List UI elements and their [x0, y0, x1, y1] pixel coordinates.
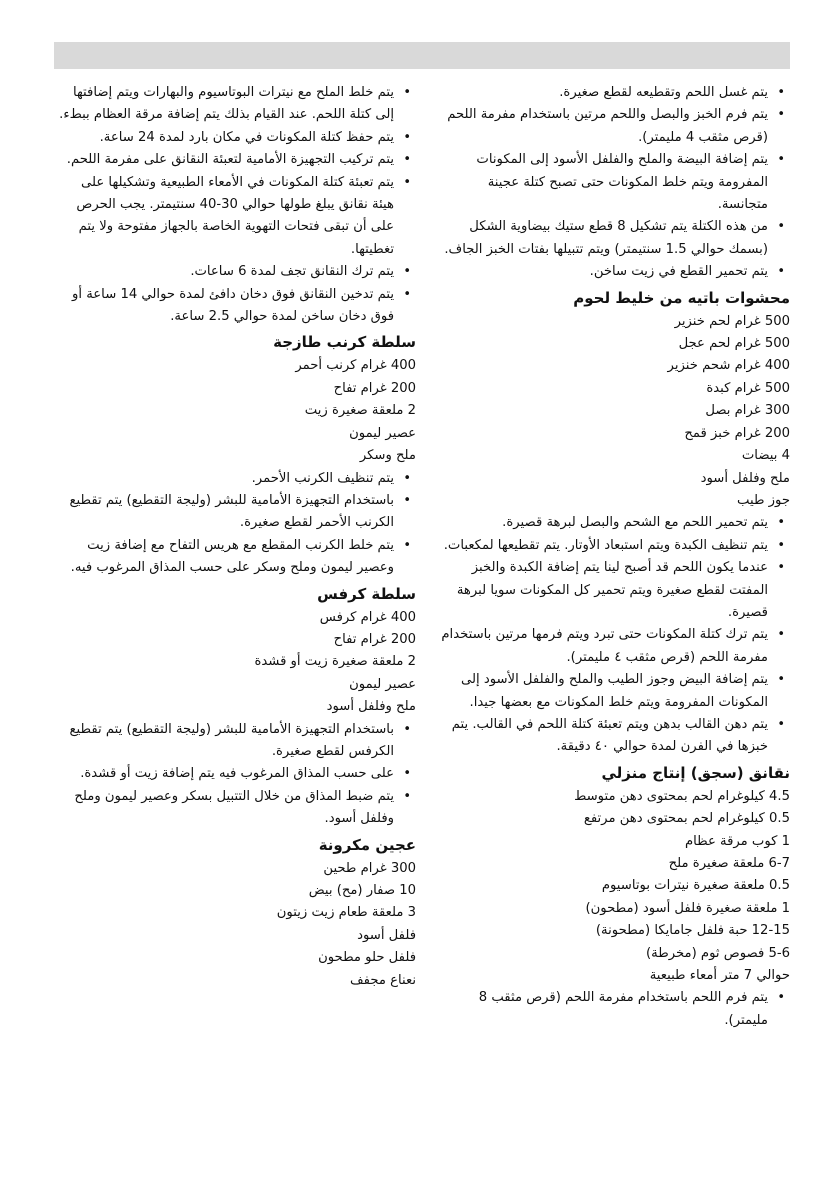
header-bar — [54, 42, 790, 69]
ingredient-line: 2 ملعقة صغيرة زيت — [304, 403, 416, 419]
list-item: • يتم إضافة البيضة والملح والفلفل الأسود إلى المكونات المفرومة ويتم خلط المكونات حتى تصبح كتلة عجينة متجانسة. — [440, 149, 790, 216]
list-item: • يتم تدخين النقانق فوق دخان دافئ لمدة حوالي 14 ساعة أو فوق دخان ساخن لمدة حوالي 2.5 ساعة. — [56, 284, 416, 329]
section-title-cabbage: سلطة كرنب طازجة — [273, 333, 416, 352]
celery-steps-list — [56, 719, 416, 831]
sausage-ingredients — [440, 786, 790, 988]
celery-ingredients — [56, 607, 416, 719]
ingredient-line: 200 غرام خبز قمح — [684, 425, 790, 441]
ingredient-line: 200 غرام تفاح — [333, 631, 416, 647]
ingredient-line: 400 غرام كرفس — [319, 609, 416, 625]
ingredient-line: جوز طيب — [737, 492, 790, 508]
sausage-steps-continued-list — [56, 82, 416, 328]
ingredient-line: ملح وفلفل أسود — [700, 470, 790, 486]
ingredient-line: 6-7 ملعقة صغيرة ملح — [668, 856, 790, 871]
list-item: • عندما يكون اللحم قد أصبح لينا يتم إضافة الكبدة والخبز المفتت لقطع صغيرة ويتم تحمير كل المكونات سويا لبرهة قصيرة. — [440, 557, 790, 624]
list-item: • يتم خلط الملح مع نيترات البوتاسيوم والبهارات ويتم إضافتها إلى كتلة اللحم. عند القيام بذلك يتم إضافة مرقة العظام ببطء. — [56, 82, 416, 127]
ingredient-line: ملح وفلفل أسود — [326, 699, 416, 715]
ingredient-line: 3 ملعقة طعام زيت زيتون — [276, 905, 416, 921]
list-item: • يتم دهن القالب بدهن ويتم تعبئة كتلة اللحم في القالب. يتم خبزها في الفرن لمدة حوالي ٤٠ دقيقة. — [440, 714, 790, 759]
list-item: • على حسب المذاق المرغوب فيه يتم إضافة زيت أو قشدة. — [56, 763, 416, 785]
list-item: • يتم تنظيف الكرنب الأحمر. — [56, 468, 416, 490]
pate-ingredients — [440, 311, 790, 513]
ingredient-line: 12-15 حبة فلفل جامايكا (مطحونة) — [595, 923, 790, 939]
section-title-pate: محشوات باتيه من خليط لحوم — [573, 288, 790, 307]
list-item: • يتم خلط الكرنب المقطع مع هريس التفاح مع إضافة زيت وعصير ليمون وملح وسكر على حسب المذاق المرغوب فيه. — [56, 535, 416, 580]
list-item: • يتم ترك النقانق تجف لمدة 6 ساعات. — [56, 261, 416, 283]
list-item: • يتم إضافة البيض وجوز الطيب والملح والفلفل الأسود إلى المكونات المفرومة ويتم خلط المكونات مع بعضها جيدا. — [440, 669, 790, 714]
ingredient-line: 300 غرام طحين — [323, 860, 416, 876]
ingredient-line: 500 غرام لحم عجل — [678, 336, 790, 352]
ingredient-line: ملح وسكر — [359, 448, 416, 464]
list-item: • يتم ضبط المذاق من خلال التتبيل بسكر وعصير ليمون وملح وفلفل أسود. — [56, 786, 416, 831]
cabbage-steps-list — [56, 468, 416, 580]
ingredient-line: 300 غرام بصل — [705, 403, 790, 419]
list-item: • يتم تعبئة كتلة المكونات في الأمعاء الطبيعية وتشكيلها على هيئة نقانق يبلغ طولها حوالي 30-40 سنتيمتر. يجب الحرص على أن تبقى فتحات التهوية الخاصة بالجهاز مفتوحة ولا يتم تغطيتها. — [56, 172, 416, 262]
list-item: • يتم فرم اللحم باستخدام مفرمة اللحم (قرص مثقب 8 مليمتر). — [440, 987, 790, 1032]
list-item: • يتم تركيب التجهيزة الأمامية لتعبئة النقانق على مفرمة اللحم. — [56, 149, 416, 171]
ingredient-line: 1 ملعقة صغيرة فلفل أسود (مطحون) — [585, 900, 790, 916]
pasta-ingredients — [56, 858, 416, 992]
ingredient-line: 5-6 فصوص ثوم (مخرطة) — [646, 945, 790, 961]
ingredient-line: 500 غرام لحم خنزير — [674, 313, 790, 329]
ingredient-line: عصير ليمون — [349, 676, 416, 692]
list-item: • يتم غسل اللحم وتقطيعه لقطع صغيرة. — [440, 82, 790, 104]
ingredient-line: 4.5 كيلوغرام لحم بمحتوى دهن متوسط — [574, 788, 790, 804]
list-item: • يتم فرم الخبز والبصل واللحم مرتين باستخدام مفرمة اللحم (قرص مثقب 4 مليمتر). — [440, 104, 790, 149]
ingredient-line: حوالي 7 متر أمعاء طبيعية — [649, 968, 790, 984]
list-item: • يتم تحمير القطع في زيت ساخن. — [440, 261, 790, 283]
list-item: • من هذه الكتلة يتم تشكيل 8 قطع ستيك بيضاوية الشكل (بسمك حوالي 1.5 سنتيمتر) ويتم تتبيلها بفتات الخبز الجاف. — [440, 216, 790, 261]
ingredient-line: نعناع مجفف — [350, 972, 416, 988]
left-column — [56, 82, 416, 992]
section-title-pasta: عجين مكرونة — [318, 835, 416, 854]
ingredient-line: 4 بيضات — [741, 448, 790, 464]
list-item: • باستخدام التجهيزة الأمامية للبشر (وليجة التقطيع) يتم تقطيع الكرنب الأحمر لقطع صغيرة. — [56, 490, 416, 535]
ingredient-line: 400 غرام شحم خنزير — [667, 358, 790, 374]
section-title-sausage: نقانق (سجق) إنتاج منزلي — [601, 763, 790, 782]
ingredient-line: عصير ليمون — [349, 425, 416, 441]
ingredient-line: 0.5 كيلوغرام لحم بمحتوى دهن مرتفع — [583, 811, 790, 827]
ingredient-line: 1 كوب مرقة عظام — [684, 833, 790, 849]
pate-steps-list — [440, 512, 790, 758]
ingredient-line: فلفل حلو مطحون — [318, 950, 416, 966]
ingredient-line: 0.5 ملعقة صغيرة نيترات بوتاسيوم — [601, 878, 790, 894]
ingredient-line: فلفل أسود — [357, 927, 416, 943]
ingredient-line: 400 غرام كرنب أحمر — [295, 358, 416, 374]
cabbage-ingredients — [56, 355, 416, 467]
sausage-steps-list — [440, 987, 790, 1032]
list-item: • يتم حفظ كتلة المكونات في مكان بارد لمدة 24 ساعة. — [56, 127, 416, 149]
steak-steps-list — [440, 82, 790, 284]
list-item: • يتم تنظيف الكبدة ويتم استبعاد الأوتار. يتم تقطيعها لمكعبات. — [440, 535, 790, 557]
list-item: • يتم ترك كتلة المكونات حتى تبرد ويتم فرمها مرتين باستخدام مفرمة اللحم (قرص مثقب ٤ مليمتر). — [440, 624, 790, 669]
ingredient-line: 10 صفار (مح) بيض — [308, 883, 416, 898]
list-item: • يتم تحمير اللحم مع الشحم والبصل لبرهة قصيرة. — [440, 512, 790, 534]
right-column — [440, 82, 790, 1032]
ingredient-line: 2 ملعقة صغيرة زيت أو قشدة — [254, 654, 416, 670]
section-title-celery: سلطة كرفس — [317, 584, 416, 603]
list-item: • باستخدام التجهيزة الأمامية للبشر (وليجة التقطيع) يتم تقطيع الكرفس لقطع صغيرة. — [56, 719, 416, 764]
ingredient-line: 500 غرام كبدة — [706, 380, 790, 396]
ingredient-line: 200 غرام تفاح — [333, 380, 416, 396]
